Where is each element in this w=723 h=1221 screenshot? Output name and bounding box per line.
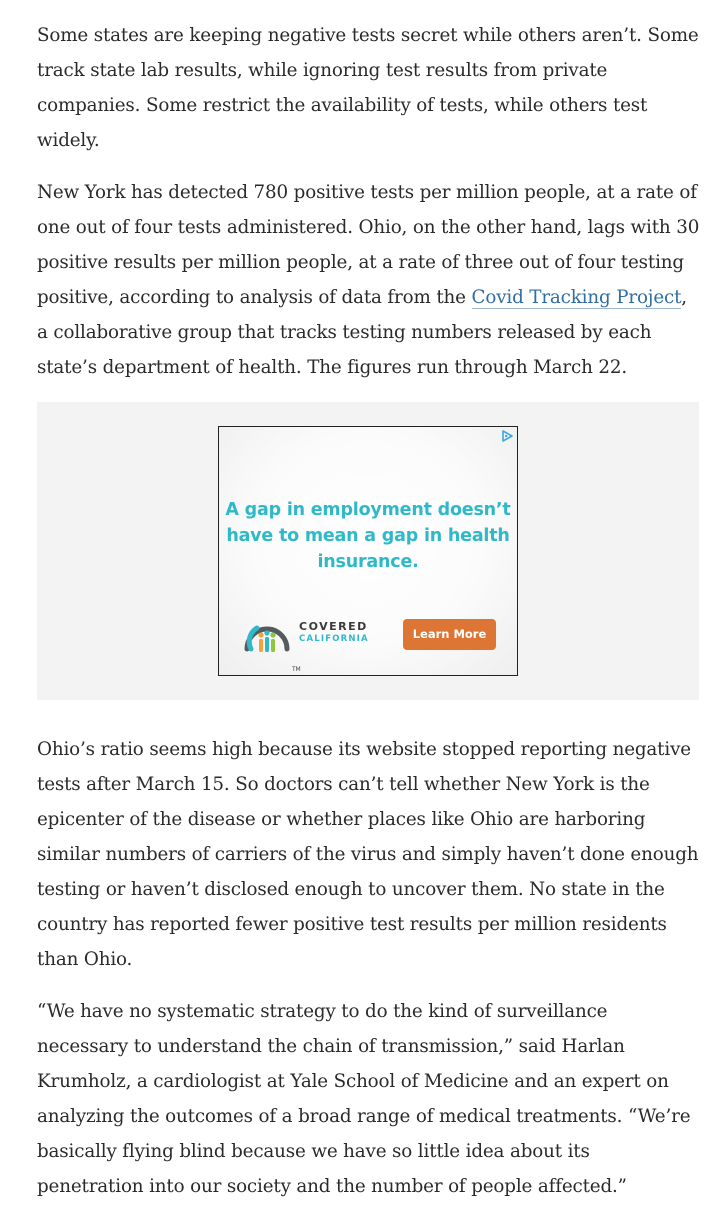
paragraph-3: Ohio’s ratio seems high because its website stopped reporting negative tests after March 15. So doctors can’t tell whether New York is the epicenter of the disease or whether places like Ohio are harboring similar numbers of carriers of the virus and simply haven’t done enough testing or haven’t disclosed enough to uncover them. No state in the country has reported fewer positive test results per million residents than Ohio. [37, 739, 699, 970]
advertisement-container [37, 402, 699, 700]
ad-headline: A gap in employment doesn’t have to mean a gap in health insurance. [225, 500, 511, 572]
covered-california-logo-icon [239, 611, 295, 661]
ad-brand-line-1: COVERED [299, 620, 368, 633]
ad-trademark: TM [292, 666, 301, 673]
article-body [37, 18, 701, 1221]
ad-brand-line-2: CALIFORNIA [299, 634, 369, 644]
paragraph-1: Some states are keeping negative tests secret while others aren’t. Some track state lab results, while ignoring test results from private companies. Some restrict the availability of tests, while others test widely. [37, 25, 699, 151]
paragraph-4: “We have no systematic strategy to do the kind of surveillance necessary to understand the chain of transmission,” said Harlan Krumholz, a cardiologist at Yale School of Medicine and an expert on analyzing the outcomes of a broad range of medical treatments. “We’re basically flying blind because we have so little idea about its penetration into our society and the number of people affected.” [37, 1001, 691, 1197]
paragraph-2-text-end: , a collaborative group that tracks testing numbers released by each state’s department of health. The figures run through March 22. [37, 287, 687, 378]
advertisement-banner[interactable] [218, 426, 518, 676]
ad-choices-icon[interactable] [501, 430, 513, 442]
learn-more-button[interactable]: Learn More [403, 619, 496, 650]
paragraph-2-text-start: New York has detected 780 positive tests per million people, at a rate of one out of four tests administered. Ohio, on the other hand, lags with 30 positive results per million people, at a rate of three out of four testing positive, according to analysis of data from the [37, 182, 700, 308]
covid-tracking-project-link[interactable]: Covid Tracking Project [471, 287, 682, 308]
ad-brand-name [299, 621, 369, 645]
paragraph-2 [37, 175, 701, 385]
